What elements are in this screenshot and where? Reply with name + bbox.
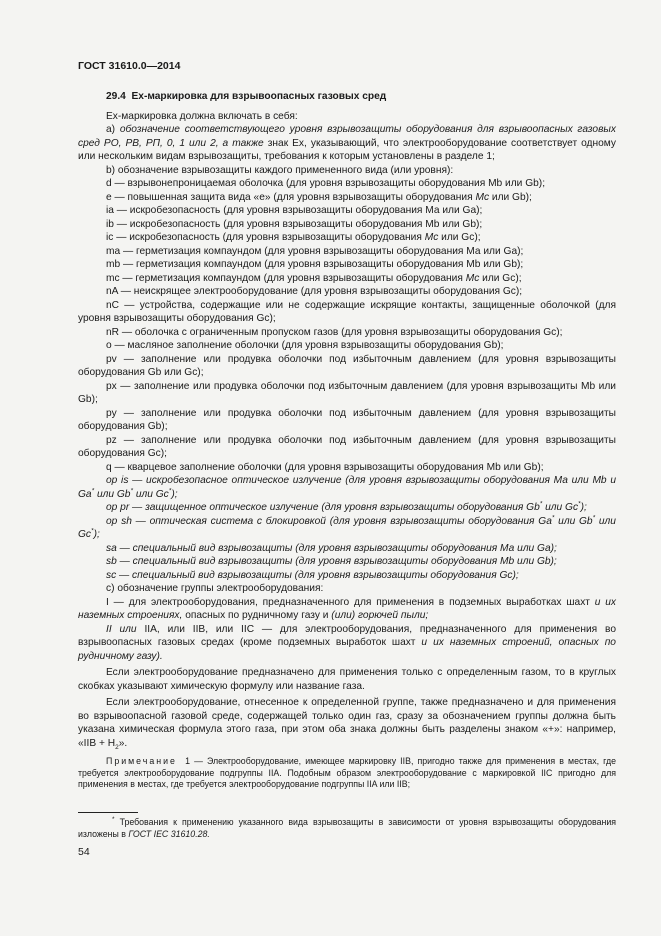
protection-e: е — повышенная защита вида «е» (для уровня взрывозащиты оборудования Mc или Gb); [106,191,532,203]
document-body [78,90,616,791]
paragraph-specific-gas: Если электрооборудование предназначено для применения только с определенным газом, то в круглых скобках указывают химическую формулу или название газа. [78,667,616,692]
item-b: b) обозначение взрывозащиты каждого примененного вида (или уровня): [106,164,454,176]
footnote-divider [78,812,138,813]
protection-sb: sb — специальный вид взрывозащиты (для уровня взрывозащиты оборудования Mb или Gb); [106,556,557,567]
protection-pv: pv — заполнение или продувка оболочки под избыточным давлением (для уровня взрывозащиты оборудования Gb или Gc); [78,353,616,378]
protection-mb: mb — герметизация компаундом (для уровня взрывозащиты оборудования Mb или Gb); [106,259,524,270]
protection-px: px — заполнение или продувка оболочки под избыточным давлением (для уровня взрывозащиты Mb или Gb); [78,380,616,405]
protection-op-sh: op sh — оптическая система с блокировкой (для уровня взрывозащиты оборудования Ga* или Gb* или Gc*); [78,514,616,540]
protection-sc: sc — специальный вид взрывозащиты (для уровня взрывозащиты оборудования Gc); [106,569,519,581]
standard-header: ГОСТ 31610.0—2014 [78,60,181,72]
item-a: а) обозначение соответствующего уровня взрывозащиты оборудования для взрывоопасных газовых сред РО, РВ, РП, 0, 1 или 2, а также знак Ex, указывающий, что электрооборудование соответствует одному или нескольким видам взрывозащиты, требования к которым установлены в разделе 1; [78,124,616,162]
section-heading [78,90,616,104]
protection-nC: nC — устройства, содержащие или не содержащие искрящие контакты, защищенные оболочкой (для уровня взрывозащиты оборудования Gc); [78,299,616,324]
protection-sa: sa — специальный вид взрывозащиты (для уровня взрывозащиты оборудования Ма или Ga); [106,542,557,554]
note-1: Примечание 1 — Электрооборудование, имеющее маркировку IIB, пригодно также для применения в местах, где требуется электрооборудование подгруппы IIA. Подобным образом электрооборудование с маркировкой IIC пригодно для применения в местах, где требуется электрооборудование подгруппы IIA или IIB; [78,756,616,790]
group-II: II или IIA, или IIB, или IIC — для электрооборудования, предназначенного для применения во взрывоопасных газовых средах (кроме подземных выработок шахт и их наземных строений, опасных по рудничному газу). [78,623,616,662]
section-title: Ex-маркировка для взрывоопасных газовых сред [131,91,387,102]
protection-o: о — масляное заполнение оболочки (для уровня взрывозащиты оборудования Gb); [106,340,504,351]
paragraph-group-gas: Если электрооборудование, отнесенное к определенной группе, также предназначено и для применения во взрывоопасной газовой среде, содержащей только один газ, сразу за обозначением группы должна быть указана химическая формула этого газа, при этом оба знака должны быть разделены знаком «+»: например, «IIB + $H_2$». [78,697,616,751]
intro-line: Ex-маркировка должна включать в себя: [106,110,298,122]
section-number: 29.4 [106,91,126,102]
protection-op-pr: op pr — защищенное оптическое излучение (для уровня взрывозащиты оборудования Gb* или Gc*); [106,500,587,513]
protection-q: q — кварцевое заполнение оболочки (для уровня взрывозащиты оборудования Mb или Gb); [106,461,544,473]
protection-ma: ma — герметизация компаундом (для уровня взрывозащиты оборудования Ма или Ga); [106,245,524,257]
protection-ic: ic — искробезопасность (для уровня взрывозащиты оборудования Mc или Gc); [106,232,481,243]
page-number: 54 [78,846,90,858]
protection-d: d — взрывонепроницаемая оболочка (для уровня взрывозащиты оборудования Mb или Gb); [106,178,546,189]
protection-ia: ia — искробезопасность (для уровня взрывозащиты оборудования Ма или Ga); [106,205,483,216]
protection-pz: pz — заполнение или продувка оболочки под избыточным давлением (для уровня взрывозащиты оборудования Gc); [78,434,616,459]
item-c: с) обозначение группы электрооборудования: [106,583,324,594]
protection-ib: ib — искробезопасность (для уровня взрывозащиты оборудования Mb или Gb); [106,218,483,230]
protection-nR: nR — оболочка с ограниченным пропуском газов (для уровня взрывозащиты оборудования Gc); [106,326,563,338]
protection-py: py — заполнение или продувка оболочки под избыточным давлением (для уровня взрывозащиты оборудования Gb); [78,407,616,432]
protection-op-is: op is — искробезопасное оптическое излучение (для уровня взрывозащиты оборудования Ма или Mb и Ga* или Gb* или Gc*); [78,475,616,500]
protection-mc: mc — герметизация компаундом (для уровня взрывозащиты оборудования Mc или Gc); [106,272,522,284]
footnote: * Требования к применению указанного вида взрывозащиты в зависимости от уровня взрывозащиты оборудования изложены в ГОСТ IEC 31610.28. [78,816,616,839]
protection-nA: nA — неискрящее электрооборудование (для уровня взрывозащиты оборудования Gc); [106,286,523,297]
group-I: I — для электрооборудования, предназначенного для применения в подземных выработках шахт и их наземных строениях, опасных по рудничному газу и (или) горючей пыли; [78,596,616,621]
